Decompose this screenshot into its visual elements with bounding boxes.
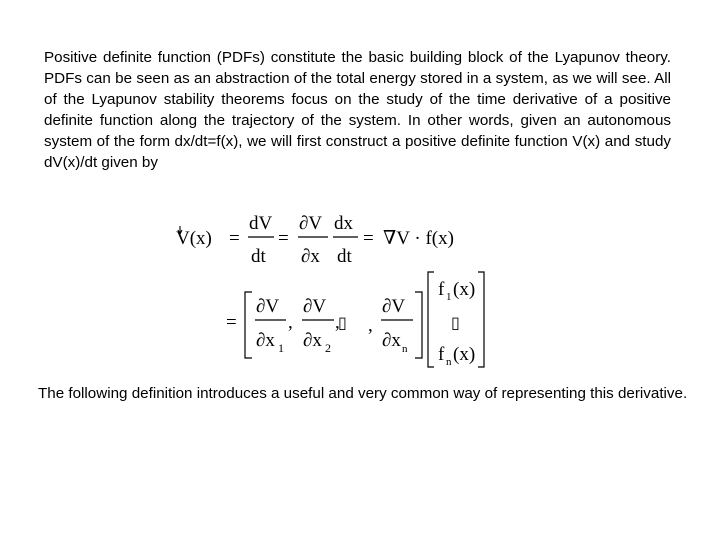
frac3-numerator: dx bbox=[334, 213, 353, 234]
vec-bottom-arg: (x) bbox=[453, 344, 476, 365]
eq-rhs-gradient-dot-f: ∇V · f(x) bbox=[383, 228, 454, 249]
grad2-denominator: ∂x bbox=[303, 330, 322, 351]
grad2-numerator: ∂V bbox=[303, 296, 327, 317]
frac1-numerator: dV bbox=[249, 213, 273, 234]
derivative-equation bbox=[170, 200, 500, 375]
vec-bottom-subscript: n bbox=[446, 356, 452, 368]
grad-comma-1: , bbox=[288, 312, 293, 333]
frac2-numerator: ∂V bbox=[299, 213, 323, 234]
row-bracket-right bbox=[415, 292, 422, 358]
eq-equals-2: = bbox=[278, 228, 289, 249]
frac3-denominator: dt bbox=[337, 246, 352, 267]
closing-paragraph: The following definition introduces a useful and very common way of representing this derivative. bbox=[38, 385, 688, 402]
frac2-denominator: ∂x bbox=[301, 246, 320, 267]
vec-top-subscript: 1 bbox=[446, 291, 452, 303]
grad2-subscript: 2 bbox=[325, 341, 331, 355]
vec-ellipsis-box: ▯ bbox=[451, 315, 460, 332]
grad-ellipsis-box: ▯ bbox=[338, 315, 347, 332]
grad-comma-3: , bbox=[368, 315, 373, 336]
grad1-numerator: ∂V bbox=[256, 296, 280, 317]
frac1-denominator: dt bbox=[251, 246, 266, 267]
eq-lhs: V(x) bbox=[176, 228, 212, 249]
gradn-denominator: ∂x bbox=[382, 330, 401, 351]
grad1-subscript: 1 bbox=[278, 341, 284, 355]
vec-top-arg: (x) bbox=[453, 279, 476, 300]
grad1-denominator: ∂x bbox=[256, 330, 275, 351]
vec-top-f: f bbox=[438, 279, 445, 300]
gradn-subscript: n bbox=[402, 343, 408, 355]
vec-bottom-f: f bbox=[438, 344, 445, 365]
grad-comma-2: , bbox=[335, 312, 340, 333]
row-bracket-left bbox=[245, 292, 252, 358]
col-bracket-left bbox=[428, 272, 434, 367]
eq-equals-1: = bbox=[229, 228, 240, 249]
intro-paragraph: Positive definite function (PDFs) constitute the basic building block of the Lyapunov theory. PDFs can be seen as an abstraction of the total energy stored in a system, as we will see. All of the Lyapunov stability theorems focus on the study of the time derivative of a positive definite function along the trajectory of the system. In other words, given an autonomous system of the form dx/dt=f(x), we will first construct a positive definite function V(x) and study dV(x)/dt given by bbox=[44, 49, 671, 171]
col-bracket-right bbox=[478, 272, 484, 367]
eq-equals-3: = bbox=[363, 228, 374, 249]
gradn-numerator: ∂V bbox=[382, 296, 406, 317]
eq2-equals: = bbox=[226, 312, 237, 333]
